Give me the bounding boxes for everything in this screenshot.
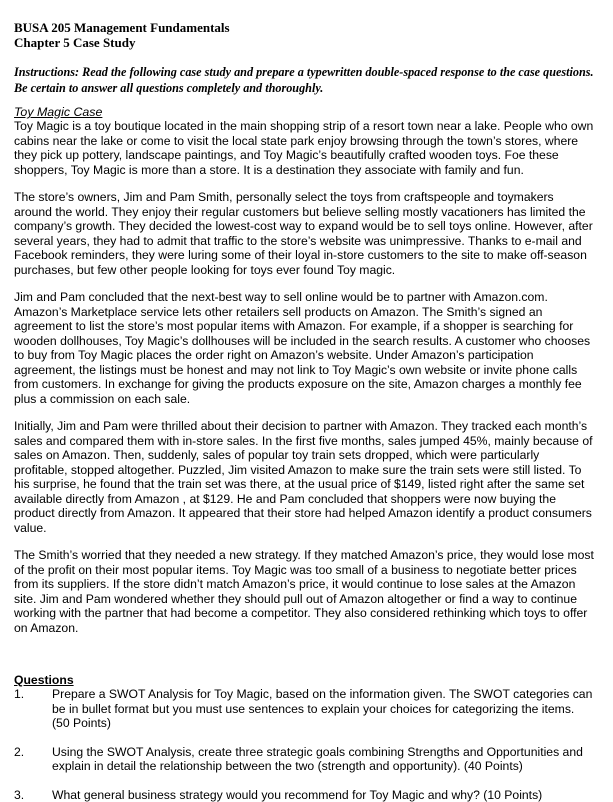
question-number: 3. — [14, 788, 52, 802]
case-title: Toy Magic Case — [14, 105, 594, 119]
question-number: 2. — [14, 745, 52, 774]
question-text: Using the SWOT Analysis, create three strategic goals combining Strengths and Opportunities and explain in detail the relationship between the two (strength and opportunity). (40 Points) — [52, 745, 594, 774]
question-item-1 — [14, 687, 594, 731]
case-paragraph-1: Toy Magic is a toy boutique located in the main shopping strip of a resort town near a lake. People who own cabins near the lake or come to visit the local state park enjoy browsing through the town’s stores, where they pick up pottery, landscape paintings, and Toy Magic’s beautifully crafted wooden toys. Foe these shoppers, Toy Magic is more than a store. It is a destination they associate with family and fun. — [14, 119, 594, 177]
case-paragraph-2: The store’s owners, Jim and Pam Smith, personally select the toys from craftspeople and toymakers around the world. They enjoy their regular customers but believe selling mostly vacationers has limited the company’s growth. They decided the lowest-cost way to expand would be to sell toys online. However, after several years, they had to admit that traffic to the store’s website was unimpressive. Thanks to e-mail and Facebook reminders, they were luring some of their loyal in-store customers to the site to make off-season purchases, but few other people looking for toys ever found Toy magic. — [14, 190, 594, 277]
document-page — [14, 20, 594, 802]
questions-list — [14, 687, 594, 802]
course-title: BUSA 205 Management Fundamentals — [14, 20, 594, 35]
case-paragraph-5: The Smith’s worried that they needed a new strategy. If they matched Amazon’s price, they would lose most of the profit on their most popular items. Toy Magic was too small of a business to negotiate better prices from its suppliers. If the store didn’t match Amazon’s price, it would continue to lose sales at the Amazon site. Jim and Pam wondered whether they should pull out of Amazon altogether or find a way to continue working with the partner that had become a competitor. They also considered rethinking which toys to offer on Amazon. — [14, 548, 594, 635]
case-paragraph-4: Initially, Jim and Pam were thrilled about their decision to partner with Amazon. They tracked each month’s sales and compared them with in-store sales. In the first five months, sales jumped 45%, mainly because of sales on Amazon. Then, suddenly, sales of popular toy train sets dropped, which were particularly profitable, stopped altogether. Puzzled, Jim visited Amazon to make sure the train sets were still listed. To his surprise, he found that the train set was there, at the usual price of $149, listed right after the same set available directly from Amazon , at $129. He and Pam concluded that shoppers were now buying the product directly from Amazon. It appeared that their store had helped Amazon identify a product consumers value. — [14, 419, 594, 535]
question-text: What general business strategy would you recommend for Toy Magic and why? (10 Points) — [52, 788, 594, 802]
question-text: Prepare a SWOT Analysis for Toy Magic, based on the information given. The SWOT categories can be in bullet format but you must use sentences to explain your choices for categorizing the items. — [52, 687, 592, 716]
case-paragraph-3: Jim and Pam concluded that the next-best way to sell online would be to partner with Amazon.com. Amazon’s Marketplace service lets other retailers sell products on Amazon. The Smith’s signed an agreement to list the store’s most popular items with Amazon. For example, if a shopper is searching for wooden dollhouses, Toy Magic’s dollhouses will be included in the search results. A customer who chooses to buy from Toy Magic places the order right on Amazon’s website. Under Amazon’s participation agreement, the listings must be honest and may not link to Toy Magic’s own website or invite phone calls from customers. In exchange for giving the products exposure on the site, Amazon charges a monthly fee plus a commission on each sale. — [14, 290, 594, 406]
instructions: Instructions: Read the following case study and prepare a typewritten double-spaced response to the case questions. Be certain to answer all questions completely and thoroughly. — [14, 64, 594, 96]
question-item-3 — [14, 788, 594, 802]
question-number: 1. — [14, 687, 52, 731]
questions-title: Questions — [14, 673, 594, 687]
case-body — [14, 119, 594, 635]
question-points: (50 Points) — [52, 716, 111, 730]
question-item-2 — [14, 745, 594, 774]
chapter-title: Chapter 5 Case Study — [14, 35, 594, 50]
